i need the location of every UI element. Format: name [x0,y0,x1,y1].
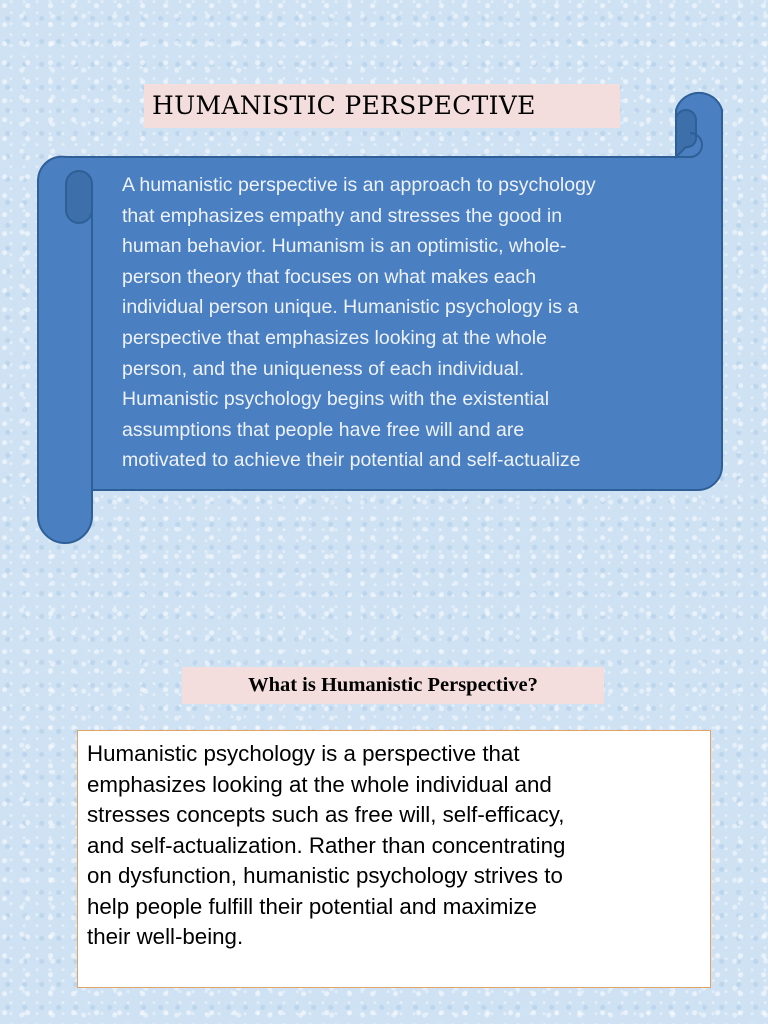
scroll-line: Humanistic psychology begins with the existential [122,388,550,411]
scroll-line: that emphasizes empathy and stresses the good in [122,204,563,227]
answer-line: Humanistic psychology is a perspective that [87,741,520,766]
scroll-line: person, and the uniqueness of each individual. [122,357,525,380]
scroll-text [122,170,702,476]
answer-text-box [77,730,711,988]
answer-line: on dysfunction, humanistic psychology strives to [87,863,563,888]
scroll-line: A humanistic perspective is an approach to psychology [122,174,596,196]
answer-line: emphasizes looking at the whole individual and [87,771,552,797]
scroll-line: assumptions that people have free will and are [122,418,525,441]
answer-line: their well-being. [87,924,244,949]
scroll-curl-left [66,171,92,223]
answer-line: stresses concepts such as free will, self-efficacy, [87,802,565,827]
scroll-line: person theory that focuses on what makes each [122,265,537,288]
answer-line: help people fulfill their potential and maximize [87,893,537,919]
scroll-line: motivated to achieve their potential and self-actualize [122,449,581,472]
scroll-line: individual person unique. Humanistic psychology is a [122,296,579,319]
section-heading: What is Humanistic Perspective? [182,667,604,704]
page-title: HUMANISTIC PERSPECTIVE [144,84,620,128]
scroll-line: human behavior. Humanism is an optimistic, whole- [122,235,567,258]
answer-line: and self-actualization. Rather than concentrating [87,832,566,858]
scroll-line: perspective that emphasizes looking at the whole [122,326,547,349]
